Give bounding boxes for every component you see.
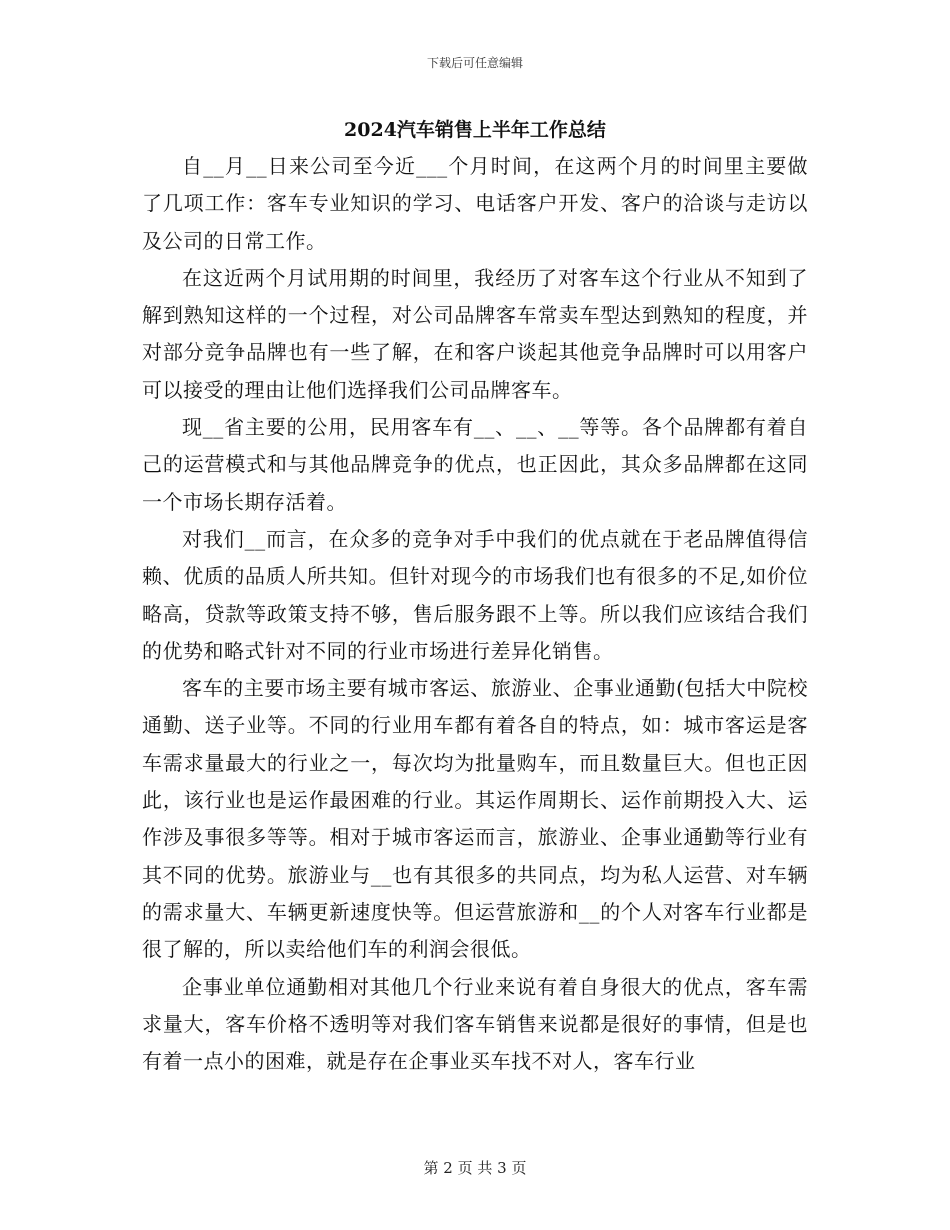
- paragraph-4: 对我们__而言，在众多的竞争对手中我们的优点就在于老品牌值得信赖、优质的品质人所共知。但针对现今的市场我们也有很多的不足,如价位略高，贷款等政策支持不够，售后服务跟不上等。所以我们应该结合我们的优势和略式针对不同的行业市场进行差异化销售。: [142, 526, 808, 663]
- paragraph-6: 企事业单位通勤相对其他几个行业来说有着自身很大的优点，客车需求量大，客车价格不透明等对我们客车销售来说都是很好的事情，但是也有着一点小的困难，就是存在企事业买车找不对人，客车行业: [142, 974, 808, 1074]
- paragraph-5: 客车的主要市场主要有城市客运、旅游业、企事业通勤(包括大中院校通勤、送子业等。不同的行业用车都有着各自的特点，如：城市客运是客车需求量最大的行业之一，每次均为批量购车，而且数量巨大。但也正因此，该行业也是运作最困难的行业。其运作周期长、运作前期投入大、运作涉及事很多等等。相对于城市客运而言，旅游业、企事业通勤等行业有其不同的优势。旅游业与__也有其很多的共同点，均为私人运营、对车辆的需求量大、车辆更新速度快等。但运营旅游和__的个人对客车行业都是很了解的，所以卖给他们车的利润会很低。: [142, 676, 808, 962]
- paragraph-2: 在这近两个月试用期的时间里，我经历了对客车这个行业从不知到了解到熟知这样的一个过程，对公司品牌客车常卖车型达到熟知的程度，并对部分竞争品牌也有一些了解，在和客户谈起其他竞争品牌时可以用客户可以接受的理由让他们选择我们公司品牌客车。: [142, 265, 808, 402]
- page-header-note: 下载后可任意编辑: [426, 56, 523, 70]
- paragraph-3: 现__省主要的公用，民用客车有__、__、__等等。各个品牌都有着自己的运营模式和与其他品牌竞争的优点，也正因此，其众多品牌都在这同一个市场长期存活着。: [142, 415, 808, 514]
- paragraph-1: 自__月__日来公司至今近___个月时间，在这两个月的时间里主要做了几项工作：客车专业知识的学习、电话客户开发、客户的洽谈与走访以及公司的日常工作。: [142, 154, 808, 253]
- document-title: 2024汽车销售上半年工作总结: [344, 119, 606, 141]
- document-body: [142, 148, 808, 1080]
- page-number: 第 2 页 共 3 页: [423, 1159, 527, 1177]
